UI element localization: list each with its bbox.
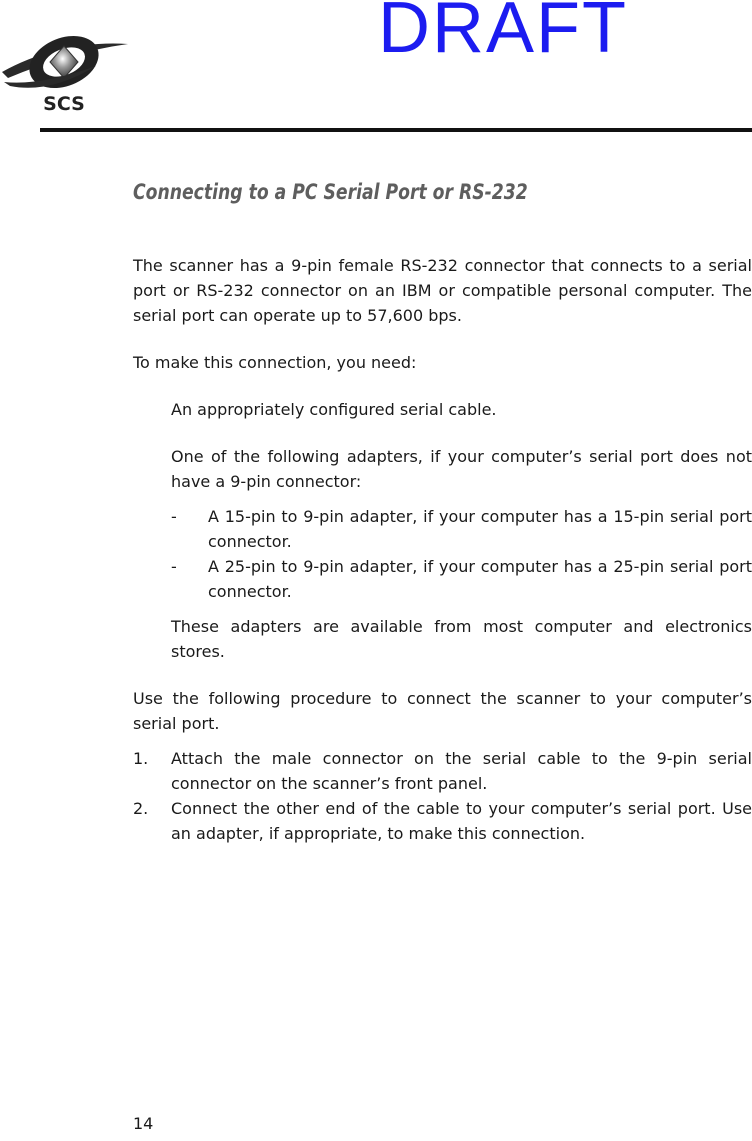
list-item-text: A 15-pin to 9-pin adapter, if your computer has a 15-pin serial port connector. <box>208 507 752 551</box>
section-title: Connecting to a PC Serial Port or RS-232 <box>133 180 528 204</box>
header-rule <box>40 128 752 132</box>
logo-text: SCS <box>43 93 85 114</box>
step-number: 2. <box>133 799 149 818</box>
page-number: 14 <box>133 1114 154 1133</box>
procedure-paragraph: Use the following procedure to connect the scanner to your computer’s serial port. <box>133 689 752 733</box>
adapter-list <box>171 504 752 604</box>
intro-paragraph: The scanner has a 9-pin female RS-232 connector that connects to a serial port or RS-232 connector on an IBM or compatible personal computer. The serial port can operate up to 57,600 bps. <box>133 256 752 325</box>
list-item <box>133 746 752 796</box>
list-item <box>133 796 752 846</box>
step-text: Connect the other end of the cable to your computer’s serial port. Use an adapter, if appropriate, to make this connection. <box>171 799 752 843</box>
list-item <box>171 554 752 604</box>
list-marker: - <box>171 557 177 576</box>
need-paragraph: To make this connection, you need: <box>133 353 417 372</box>
adapter-requirement: One of the following adapters, if your computer’s serial port does not have a 9-pin connector: <box>171 447 752 491</box>
draft-watermark: DRAFT <box>378 0 628 68</box>
step-text: Attach the male connector on the serial cable to the 9-pin serial connector on the scanner’s front panel. <box>171 749 752 793</box>
cable-requirement: An appropriately configured serial cable. <box>171 400 497 419</box>
list-marker: - <box>171 507 177 526</box>
stores-paragraph: These adapters are available from most computer and electronics stores. <box>171 617 752 661</box>
list-item <box>171 504 752 554</box>
scs-logo <box>0 22 130 114</box>
step-number: 1. <box>133 749 149 768</box>
procedure-steps <box>133 746 752 846</box>
list-item-text: A 25-pin to 9-pin adapter, if your computer has a 25-pin serial port connector. <box>208 557 752 601</box>
section-body <box>133 253 752 846</box>
